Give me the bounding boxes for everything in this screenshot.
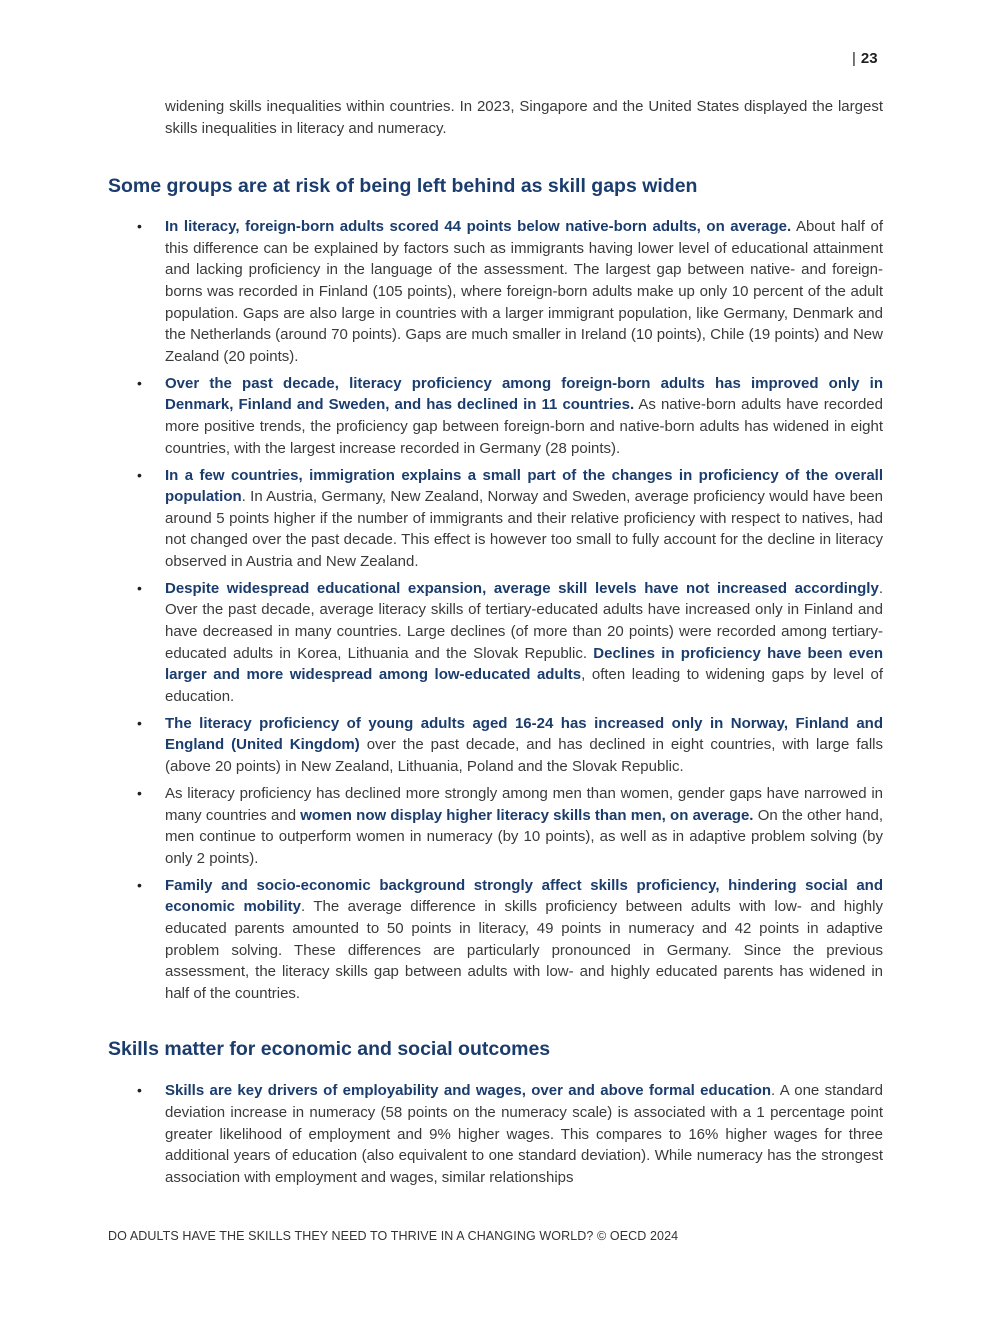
page-number-value: 23	[860, 50, 878, 67]
bullet-icon: •	[137, 466, 142, 483]
item-text: As native-born adults have recorded more positive trends, the proficiency gap between foreign-born and native-born adults has widened in eight countries, with the largest increase recorded in Germany (28 points).	[165, 396, 883, 457]
bullet-icon: •	[137, 784, 142, 801]
header-separator: |	[852, 50, 856, 67]
item-text: . The average difference in skills proficiency between adults with low- and highly educated parents amounted to 50 points in literacy, 49 points in numeracy and 42 points in adaptive problem solving. These differences are particularly pronounced in Germany. Since the previous assessment, the literacy skills gap between adults with low- and highly educated parents has widened in half of the countries.	[165, 898, 883, 1002]
page-footer: DO ADULTS HAVE THE SKILLS THEY NEED TO THRIVE IN A CHANGING WORLD? © OECD 2024	[108, 1229, 679, 1243]
bold-lead: The literacy proficiency of young adults aged 16-24 has increased only in Norway, Finland and England (United Kingdom)	[165, 714, 883, 754]
bullet-icon: •	[137, 579, 142, 596]
bold-lead: Skills are key drivers of employability and wages, over and above formal education	[165, 1082, 772, 1100]
bullet-icon: •	[137, 876, 142, 893]
list-item	[108, 216, 883, 367]
bold-lead: In a few countries, immigration explains a small part of the changes in proficiency of the overall population	[165, 466, 883, 506]
bold-lead: women now display higher literacy skills than men, on average.	[300, 806, 754, 824]
list-item	[108, 783, 883, 869]
section-heading-skill-gaps: Some groups are at risk of being left behind as skill gaps widen	[108, 175, 698, 198]
bullet-list-outcomes	[108, 1080, 883, 1188]
bold-lead-secondary: Declines in proficiency have been even larger and more widespread among low-educated adults	[165, 644, 883, 684]
intro-paragraph: widening skills inequalities within countries. In 2023, Singapore and the United States displayed the largest skills inequalities in literacy and numeracy.	[165, 98, 883, 137]
bullet-list-skill-gaps	[108, 216, 883, 1004]
page-number	[852, 50, 878, 67]
item-text-secondary: , often leading to widening gaps by level of education.	[165, 666, 883, 705]
list-item	[108, 875, 883, 1005]
item-text: . Over the past decade, average literacy skills of tertiary-educated adults have increased only in Finland and have decreased in many countries. Large declines (of more than 20 points) were recorded among tertiary-educated adults in Korea, Lithuania and the Slovak Republic.	[165, 579, 883, 662]
list-item	[108, 465, 883, 573]
bullet-icon: •	[137, 218, 142, 235]
item-text: About half of this difference can be explained by factors such as immigrants having lower level of educational attainment and lacking proficiency in the language of the assessment. The largest gap between native- and foreign-borns was recorded in Finland (105 points), where foreign-born adults make up only 10 percent of the adult population. Gaps are also large in countries with a larger immigrant population, like Germany, Denmark and the Netherlands (around 70 points). Gaps are much smaller in Ireland (10 points), Chile (19 points) and New Zealand (20 points).	[165, 218, 884, 365]
list-item	[108, 578, 883, 708]
section-heading-outcomes: Skills matter for economic and social outcomes	[108, 1038, 551, 1061]
bullet-icon: •	[137, 714, 142, 731]
item-text: . A one standard deviation increase in numeracy (58 points on the numeracy scale) is associated with a 1 percentage point greater likelihood of employment and 9% higher wages. This compares to 16% higher wages for three additional years of education (also equivalent to one standard deviation). While numeracy has the strongest association with employment and wages, similar relationships	[165, 1082, 883, 1186]
bold-lead: Over the past decade, literacy proficiency among foreign-born adults has improved only in Denmark, Finland and Sweden, and has declined in 11 countries.	[165, 374, 883, 414]
bold-lead: Despite widespread educational expansion, average skill levels have not increased accordingly	[165, 579, 879, 597]
list-item	[108, 1080, 883, 1188]
bullet-icon: •	[137, 1082, 142, 1099]
page-content	[108, 96, 883, 1194]
item-text: On the other hand, men continue to outperform women in numeracy (by 10 points), as well as in adaptive problem solving (by only 2 points).	[165, 806, 883, 867]
item-text: over the past decade, and has declined in eight countries, with large falls (above 20 points) in New Zealand, Lithuania, Poland and the Slovak Republic.	[165, 736, 884, 775]
bullet-icon: •	[137, 374, 142, 391]
item-text: . In Austria, Germany, New Zealand, Norway and Sweden, average proficiency would have been around 5 points higher if the number of immigrants and their relative proficiency with respect to natives, had not changed over the past decade. This effect is however too small to fully account for the decline in literacy observed in Austria and New Zealand.	[165, 488, 883, 570]
item-text-lead: As literacy proficiency has declined more strongly among men than women, gender gaps have narrowed in many countries and	[165, 784, 883, 824]
bold-lead: Family and socio-economic background strongly affect skills proficiency, hindering social and economic mobility	[165, 876, 883, 916]
bold-lead: In literacy, foreign-born adults scored 44 points below native-born adults, on average.	[165, 218, 792, 236]
list-item	[108, 373, 883, 459]
list-item	[108, 713, 883, 778]
